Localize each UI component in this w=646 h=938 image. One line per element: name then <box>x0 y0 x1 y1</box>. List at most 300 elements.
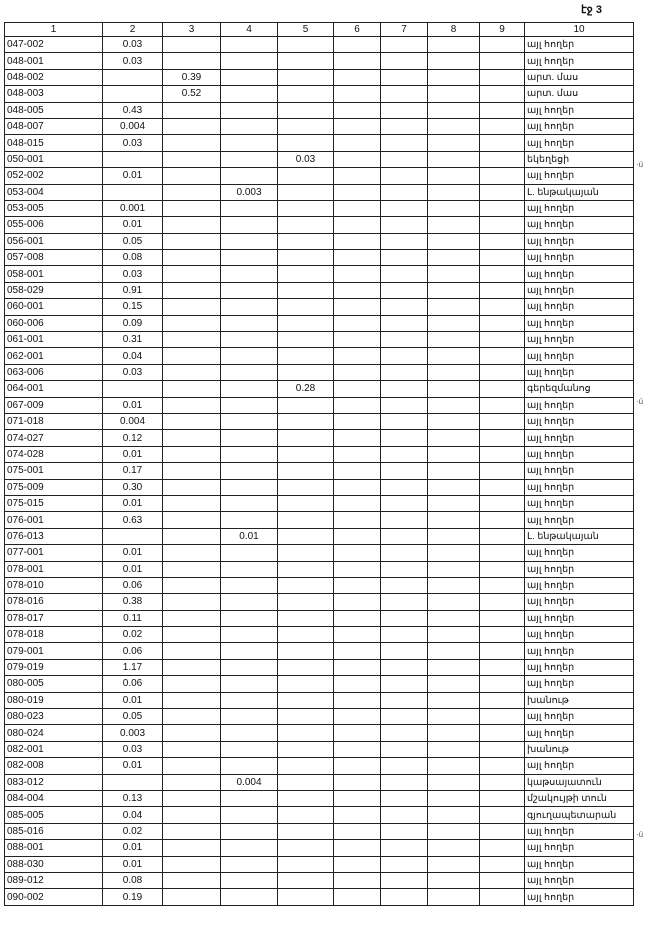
area-cell <box>428 790 480 806</box>
area-cell <box>334 135 381 151</box>
area-cell: 0.003 <box>221 184 278 200</box>
area-cell <box>428 397 480 413</box>
table-row <box>5 741 634 757</box>
land-use-cell: այլ հողեր <box>525 643 634 659</box>
area-cell <box>221 86 278 102</box>
area-cell <box>334 217 381 233</box>
area-cell <box>221 53 278 69</box>
area-cell <box>221 233 278 249</box>
area-cell <box>221 709 278 725</box>
area-cell: 0.09 <box>103 315 163 331</box>
land-use-cell: այլ հողեր <box>525 430 634 446</box>
parcel-code-cell: 056-001 <box>5 233 103 249</box>
area-cell <box>480 168 525 184</box>
parcel-code-cell: 074-028 <box>5 446 103 462</box>
area-cell <box>163 823 221 839</box>
area-cell <box>334 856 381 872</box>
area-cell <box>278 413 334 429</box>
area-cell <box>334 725 381 741</box>
area-cell <box>278 37 334 53</box>
col-header: 9 <box>480 23 525 37</box>
area-cell <box>381 266 428 282</box>
area-cell <box>221 381 278 397</box>
area-cell <box>428 413 480 429</box>
area-cell <box>278 840 334 856</box>
area-cell <box>480 676 525 692</box>
area-cell <box>428 676 480 692</box>
header-row <box>5 23 634 37</box>
table-row <box>5 332 634 348</box>
area-cell <box>480 807 525 823</box>
land-use-cell: կաթսայատուն <box>525 774 634 790</box>
table-row <box>5 725 634 741</box>
land-use-cell: այլ հողեր <box>525 299 634 315</box>
parcel-code-cell: 058-029 <box>5 282 103 298</box>
table-row <box>5 479 634 495</box>
area-cell <box>381 102 428 118</box>
col-header: 5 <box>278 23 334 37</box>
area-cell <box>381 479 428 495</box>
area-cell <box>163 692 221 708</box>
land-use-cell: այլ հողեր <box>525 282 634 298</box>
area-cell: 0.11 <box>103 610 163 626</box>
area-cell <box>428 610 480 626</box>
area-cell <box>278 659 334 675</box>
land-use-cell: այլ հողեր <box>525 610 634 626</box>
area-cell: 0.17 <box>103 463 163 479</box>
land-use-cell: այլ հողեր <box>525 315 634 331</box>
area-cell <box>381 135 428 151</box>
table-row <box>5 594 634 610</box>
area-cell <box>278 790 334 806</box>
area-cell <box>278 545 334 561</box>
land-use-cell: այլ հողեր <box>525 561 634 577</box>
table-row <box>5 627 634 643</box>
parcel-code-cell: 082-001 <box>5 741 103 757</box>
area-cell <box>480 725 525 741</box>
area-cell <box>163 430 221 446</box>
area-cell <box>334 676 381 692</box>
parcel-code-cell: 048-007 <box>5 118 103 134</box>
area-cell <box>221 364 278 380</box>
land-use-cell: այլ հողեր <box>525 594 634 610</box>
area-cell <box>381 53 428 69</box>
area-cell <box>381 741 428 757</box>
area-cell <box>163 790 221 806</box>
land-use-cell: գյուղապետարան <box>525 807 634 823</box>
area-cell <box>334 758 381 774</box>
area-cell <box>428 774 480 790</box>
land-use-cell: այլ հողեր <box>525 545 634 561</box>
area-cell <box>334 200 381 216</box>
area-cell: 0.04 <box>103 807 163 823</box>
table-row <box>5 430 634 446</box>
parcel-code-cell: 064-001 <box>5 381 103 397</box>
area-cell <box>334 561 381 577</box>
area-cell <box>334 479 381 495</box>
area-cell <box>381 151 428 167</box>
area-cell <box>163 741 221 757</box>
area-cell: 0.30 <box>103 479 163 495</box>
area-cell <box>334 381 381 397</box>
land-use-cell: այլ հողեր <box>525 512 634 528</box>
area-cell <box>163 151 221 167</box>
area-cell <box>480 495 525 511</box>
parcel-code-cell: 075-009 <box>5 479 103 495</box>
area-cell <box>163 856 221 872</box>
area-cell <box>103 774 163 790</box>
area-cell: 0.28 <box>278 381 334 397</box>
area-cell <box>163 545 221 561</box>
parcel-code-cell: 085-016 <box>5 823 103 839</box>
area-cell: 0.08 <box>103 872 163 888</box>
area-cell <box>334 250 381 266</box>
area-cell <box>381 659 428 675</box>
area-cell <box>334 233 381 249</box>
col-header: 7 <box>381 23 428 37</box>
area-cell <box>278 266 334 282</box>
area-cell <box>381 250 428 266</box>
table-row <box>5 118 634 134</box>
area-cell: 0.03 <box>103 364 163 380</box>
area-cell <box>278 479 334 495</box>
area-cell: 0.06 <box>103 643 163 659</box>
table-row <box>5 37 634 53</box>
area-cell <box>428 233 480 249</box>
table-row <box>5 266 634 282</box>
area-cell <box>278 774 334 790</box>
table-row <box>5 889 634 905</box>
area-cell <box>221 282 278 298</box>
area-cell <box>334 446 381 462</box>
land-use-cell: արտ. մաս <box>525 86 634 102</box>
table-row <box>5 774 634 790</box>
area-cell <box>163 889 221 905</box>
area-cell <box>480 627 525 643</box>
area-cell <box>428 135 480 151</box>
area-cell <box>428 856 480 872</box>
area-cell: 0.01 <box>103 561 163 577</box>
area-cell <box>278 397 334 413</box>
parcel-code-cell: 076-013 <box>5 528 103 544</box>
area-cell <box>480 151 525 167</box>
area-cell <box>163 102 221 118</box>
area-cell <box>163 758 221 774</box>
area-cell <box>334 512 381 528</box>
table-row <box>5 200 634 216</box>
area-cell <box>334 790 381 806</box>
parcel-code-cell: 088-030 <box>5 856 103 872</box>
table-row <box>5 446 634 462</box>
area-cell <box>163 315 221 331</box>
area-cell <box>103 528 163 544</box>
area-cell <box>381 709 428 725</box>
area-cell <box>278 872 334 888</box>
area-cell: 0.31 <box>103 332 163 348</box>
area-cell <box>381 86 428 102</box>
area-cell <box>103 69 163 85</box>
area-cell <box>480 856 525 872</box>
area-cell <box>428 364 480 380</box>
parcel-code-cell: 085-005 <box>5 807 103 823</box>
area-cell <box>381 168 428 184</box>
area-cell <box>163 118 221 134</box>
area-cell <box>381 184 428 200</box>
land-use-cell: այլ հողեր <box>525 840 634 856</box>
land-use-cell: այլ հողեր <box>525 872 634 888</box>
land-use-cell: այլ հողեր <box>525 413 634 429</box>
area-cell <box>334 463 381 479</box>
area-cell: 0.52 <box>163 86 221 102</box>
area-cell <box>221 463 278 479</box>
area-cell: 0.01 <box>103 217 163 233</box>
area-cell <box>480 250 525 266</box>
area-cell <box>381 807 428 823</box>
area-cell <box>480 446 525 462</box>
area-cell <box>428 512 480 528</box>
area-cell <box>221 807 278 823</box>
area-cell <box>278 889 334 905</box>
parcel-code-cell: 082-008 <box>5 758 103 774</box>
area-cell <box>428 37 480 53</box>
land-use-cell: այլ հողեր <box>525 168 634 184</box>
land-use-cell: այլ հողեր <box>525 446 634 462</box>
area-cell <box>428 725 480 741</box>
area-cell <box>428 53 480 69</box>
area-cell <box>381 512 428 528</box>
area-cell <box>221 495 278 511</box>
area-cell <box>480 233 525 249</box>
area-cell <box>278 823 334 839</box>
area-cell <box>381 315 428 331</box>
area-cell <box>163 463 221 479</box>
land-use-cell: խանութ <box>525 692 634 708</box>
area-cell: 0.39 <box>163 69 221 85</box>
area-cell <box>428 381 480 397</box>
area-cell <box>221 315 278 331</box>
area-cell <box>381 364 428 380</box>
area-cell <box>381 823 428 839</box>
table-row <box>5 545 634 561</box>
area-cell <box>163 233 221 249</box>
area-cell: 0.02 <box>103 627 163 643</box>
area-cell <box>480 397 525 413</box>
area-cell: 0.03 <box>103 266 163 282</box>
area-cell <box>381 217 428 233</box>
land-use-cell: այլ հողեր <box>525 823 634 839</box>
table-row <box>5 709 634 725</box>
area-cell <box>278 332 334 348</box>
area-cell <box>480 217 525 233</box>
parcel-code-cell: 079-001 <box>5 643 103 659</box>
table-row <box>5 561 634 577</box>
area-cell <box>381 758 428 774</box>
area-cell <box>163 282 221 298</box>
area-cell <box>480 512 525 528</box>
area-cell <box>428 577 480 593</box>
land-use-cell: այլ հողեր <box>525 53 634 69</box>
table-row <box>5 840 634 856</box>
area-cell <box>278 200 334 216</box>
area-cell: 0.06 <box>103 676 163 692</box>
area-cell <box>480 282 525 298</box>
area-cell <box>381 397 428 413</box>
area-cell <box>480 430 525 446</box>
area-cell <box>163 364 221 380</box>
area-cell <box>334 69 381 85</box>
area-cell: 0.01 <box>221 528 278 544</box>
area-cell: 0.63 <box>103 512 163 528</box>
area-cell: 0.13 <box>103 790 163 806</box>
land-use-cell: այլ հողեր <box>525 397 634 413</box>
area-cell <box>163 577 221 593</box>
area-cell <box>334 872 381 888</box>
area-cell <box>381 872 428 888</box>
area-cell <box>163 643 221 659</box>
area-cell <box>334 692 381 708</box>
area-cell <box>428 332 480 348</box>
area-cell <box>163 135 221 151</box>
land-use-cell: Լ. ենթակայան <box>525 184 634 200</box>
land-use-cell: այլ հողեր <box>525 889 634 905</box>
area-cell <box>278 692 334 708</box>
page-label: էջ 3 <box>581 4 602 16</box>
parcel-code-cell: 077-001 <box>5 545 103 561</box>
area-cell: 0.03 <box>278 151 334 167</box>
area-cell <box>163 610 221 626</box>
area-cell <box>381 413 428 429</box>
area-cell <box>381 381 428 397</box>
area-cell <box>381 889 428 905</box>
area-cell <box>163 184 221 200</box>
land-use-cell: խանութ <box>525 741 634 757</box>
area-cell <box>221 610 278 626</box>
area-cell <box>334 118 381 134</box>
area-cell <box>221 725 278 741</box>
area-cell <box>334 643 381 659</box>
land-use-cell: այլ հողեր <box>525 233 634 249</box>
table-row <box>5 823 634 839</box>
land-use-cell: Լ. ենթակայան <box>525 528 634 544</box>
parcel-code-cell: 062-001 <box>5 348 103 364</box>
area-cell <box>163 250 221 266</box>
area-cell <box>163 479 221 495</box>
area-cell <box>428 86 480 102</box>
table-row <box>5 692 634 708</box>
table-row <box>5 364 634 380</box>
area-cell <box>480 315 525 331</box>
parcel-code-cell: 067-009 <box>5 397 103 413</box>
area-cell <box>480 200 525 216</box>
area-cell <box>221 168 278 184</box>
area-cell <box>221 840 278 856</box>
parcel-code-cell: 048-001 <box>5 53 103 69</box>
area-cell <box>480 332 525 348</box>
parcel-code-cell: 079-019 <box>5 659 103 675</box>
area-cell <box>163 561 221 577</box>
area-cell <box>381 299 428 315</box>
area-cell <box>428 217 480 233</box>
area-cell <box>381 561 428 577</box>
table-row <box>5 299 634 315</box>
area-cell <box>221 561 278 577</box>
land-use-cell: այլ հողեր <box>525 627 634 643</box>
area-cell <box>381 725 428 741</box>
area-cell <box>480 53 525 69</box>
area-cell <box>480 823 525 839</box>
area-cell <box>428 168 480 184</box>
land-use-cell: այլ հողեր <box>525 479 634 495</box>
area-cell <box>163 872 221 888</box>
land-use-cell: այլ հողեր <box>525 463 634 479</box>
area-cell <box>278 561 334 577</box>
area-cell <box>221 446 278 462</box>
col-header: 3 <box>163 23 221 37</box>
table-row <box>5 790 634 806</box>
area-cell <box>334 430 381 446</box>
parcel-code-cell: 048-015 <box>5 135 103 151</box>
table-row <box>5 872 634 888</box>
land-use-cell: եկեղեցի <box>525 151 634 167</box>
area-cell <box>428 446 480 462</box>
parcel-code-cell: 055-006 <box>5 217 103 233</box>
area-cell <box>428 528 480 544</box>
area-cell <box>381 282 428 298</box>
area-cell <box>381 233 428 249</box>
table-row <box>5 184 634 200</box>
area-cell <box>480 348 525 364</box>
land-register-table <box>4 22 634 906</box>
area-cell <box>334 348 381 364</box>
parcel-code-cell: 057-008 <box>5 250 103 266</box>
area-cell: 0.91 <box>103 282 163 298</box>
area-cell <box>163 37 221 53</box>
area-cell <box>381 37 428 53</box>
area-cell <box>278 53 334 69</box>
area-cell <box>334 282 381 298</box>
land-use-cell: գերեզմանոց <box>525 381 634 397</box>
area-cell <box>221 594 278 610</box>
parcel-code-cell: 078-018 <box>5 627 103 643</box>
area-cell <box>163 299 221 315</box>
area-cell <box>103 184 163 200</box>
area-cell <box>278 676 334 692</box>
area-cell <box>334 545 381 561</box>
area-cell: 0.19 <box>103 889 163 905</box>
area-cell <box>278 463 334 479</box>
area-cell <box>334 413 381 429</box>
area-cell <box>428 561 480 577</box>
area-cell <box>163 659 221 675</box>
area-cell <box>221 151 278 167</box>
area-cell <box>480 184 525 200</box>
area-cell: 0.04 <box>103 348 163 364</box>
area-cell <box>334 37 381 53</box>
area-cell: 1.17 <box>103 659 163 675</box>
area-cell <box>221 135 278 151</box>
area-cell <box>163 627 221 643</box>
area-cell <box>480 790 525 806</box>
area-cell <box>334 184 381 200</box>
area-cell <box>221 479 278 495</box>
area-cell <box>381 332 428 348</box>
table-row <box>5 315 634 331</box>
land-use-cell: այլ հողեր <box>525 332 634 348</box>
parcel-code-cell: 088-001 <box>5 840 103 856</box>
parcel-code-cell: 060-006 <box>5 315 103 331</box>
area-cell <box>428 463 480 479</box>
area-cell <box>381 545 428 561</box>
